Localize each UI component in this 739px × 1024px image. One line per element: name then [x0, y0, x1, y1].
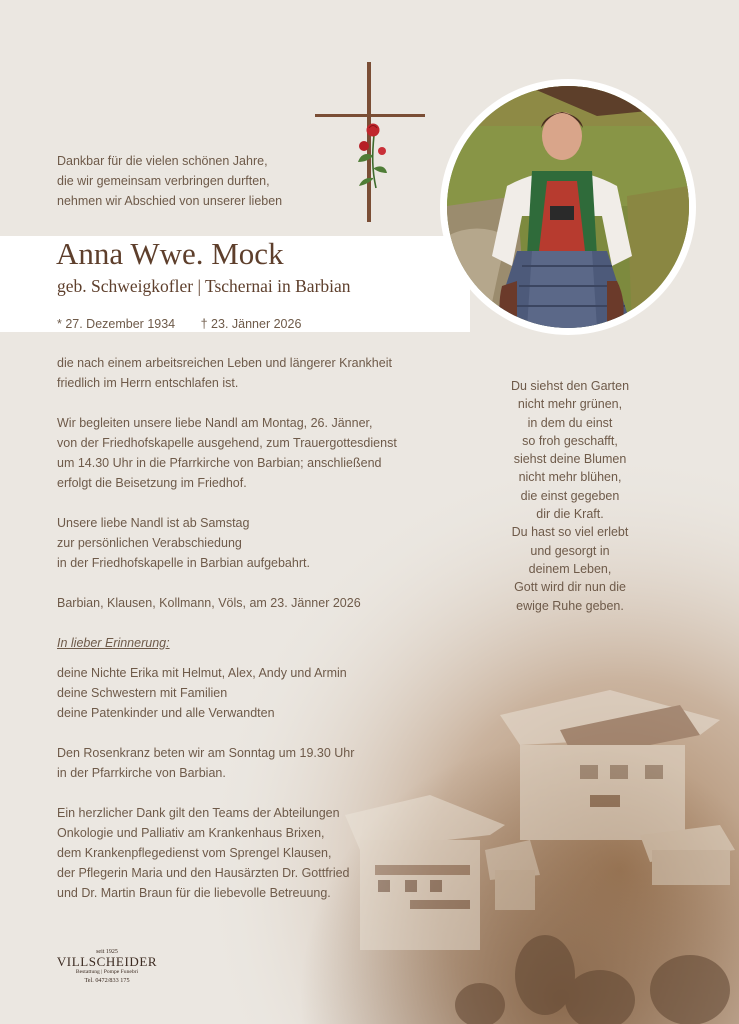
poem-line: die einst gegeben [520, 488, 620, 503]
text-line: in der Pfarrkirche von Barbian. [57, 766, 226, 780]
text-line: Den Rosenkranz beten wir am Sonntag um 19.30 Uhr [57, 746, 355, 760]
text-line: friedlich im Herrn entschlafen ist. [57, 376, 239, 390]
funeral-details [57, 413, 447, 493]
maiden-name-line: geb. Schweigkofler | Tschernai in Barbian [57, 276, 351, 296]
text-line: Ein herzlicher Dank gilt den Teams der Abteilungen [57, 806, 340, 820]
poem-line: ewige Ruhe geben. [516, 598, 624, 613]
poem-line: dir die Kraft. [536, 507, 604, 522]
poem-line: Du hast so viel erlebt [511, 525, 629, 540]
logo-subtitle: Bestattung | Pompe Funebri [75, 969, 139, 975]
text-line: zur persönlichen Verabschiedung [57, 536, 242, 550]
portrait-photo [447, 86, 689, 328]
logo-since: seit 1925 [96, 949, 118, 955]
passing-text [57, 353, 447, 393]
poem-line: siehst deine Blumen [513, 452, 627, 467]
life-dates [57, 317, 323, 331]
intro-line: nehmen wir Abschied von unserer lieben [57, 194, 283, 208]
poem-line: Du siehst den Garten [510, 379, 630, 393]
text-line: dem Krankenpflegedienst vom Sprengel Klausen, [57, 846, 332, 860]
text-line: Unsere liebe Nandl ist ab Samstag [57, 516, 250, 530]
obituary-body [57, 353, 447, 923]
deceased-name: Anna Wwe. Mock [56, 236, 284, 271]
text-line: und Dr. Martin Braun für die liebevolle Betreuung. [57, 886, 331, 900]
poem-line: in dem du einst [527, 415, 613, 430]
poem-line: Gott wird dir nun die [514, 580, 626, 595]
viewing-details [57, 513, 447, 573]
intro-text [57, 151, 282, 211]
text-line: Wir begleiten unsere liebe Nandl am Montag, 26. Jänner, [57, 416, 373, 430]
text-line: um 14.30 Uhr in die Pfarrkirche von Barbian; anschließend [57, 456, 382, 470]
poem-line: deinem Leben, [528, 561, 612, 576]
text-line: deine Nichte Erika mit Helmut, Alex, Andy und Armin [57, 666, 347, 680]
logo-phone: Tel. 0472/833 175 [84, 977, 130, 984]
text-line: in der Friedhofskapelle in Barbian aufgebahrt. [57, 556, 310, 570]
poem-line: und gesorgt in [530, 543, 610, 558]
intro-line: Dankbar für die vielen schönen Jahre, [57, 154, 268, 168]
logo-brand: VILLSCHEIDER [56, 954, 158, 969]
text-line: Onkologie und Palliativ am Krankenhaus Brixen, [57, 826, 325, 840]
place-and-date [57, 593, 447, 613]
intro-line: die wir gemeinsam verbringen durften, [57, 174, 270, 188]
text-line: die nach einem arbeitsreichen Leben und längerer Krankheit [57, 356, 392, 370]
text-line: von der Friedhofskapelle ausgehend, zum Trauergottesdienst [57, 436, 397, 450]
poem [490, 377, 650, 615]
poem-line: nicht mehr blühen, [518, 470, 622, 485]
birth-date: * 27. Dezember 1934 [57, 317, 176, 331]
death-date: † 23. Jänner 2026 [200, 317, 302, 331]
funeral-home-logo [54, 949, 160, 984]
rosary-details [57, 743, 447, 783]
text-line: deine Schwestern mit Familien [57, 686, 228, 700]
thanks-text [57, 803, 447, 903]
text-line: erfolgt die Beisetzung im Friedhof. [57, 476, 247, 490]
poem-line: so froh geschafft, [522, 433, 618, 448]
text-line: Barbian, Klausen, Kollmann, Völs, am 23. Jänner 2026 [57, 596, 361, 610]
mourners-list [57, 663, 447, 723]
memory-heading: In lieber Erinnerung: [57, 636, 170, 650]
text-line: der Pflegerin Maria und den Hausärzten Dr. Gottfried [57, 866, 350, 880]
poem-line: nicht mehr grünen, [517, 397, 623, 412]
cross-with-rose-icon [312, 60, 430, 226]
text-line: deine Patenkinder und alle Verwandten [57, 706, 275, 720]
